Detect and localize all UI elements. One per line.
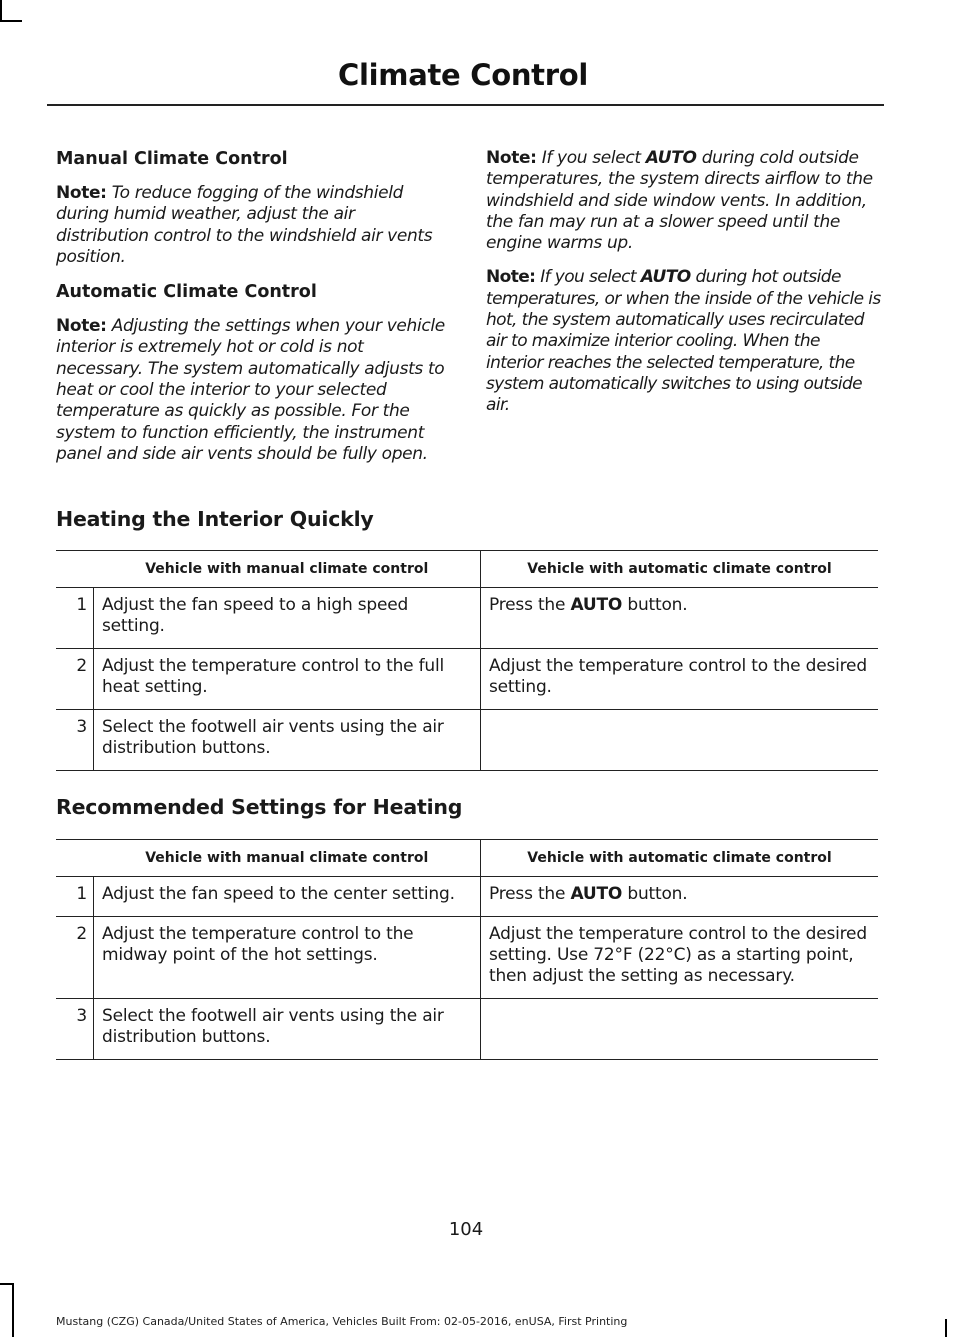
- note-label: Note:: [56, 183, 107, 203]
- crop-mark-bottom-right: [945, 1319, 947, 1337]
- crop-mark-top-left-h: [0, 20, 22, 22]
- auto-cell: [481, 877, 879, 917]
- section-title-recommended-heating: Recommended Settings for Heating: [56, 795, 463, 819]
- table-header-row: [56, 840, 878, 877]
- note-label: Note:: [56, 316, 107, 337]
- crop-mark-bottom-left-h: [0, 1283, 14, 1285]
- header-manual: Vehicle with manual climate control: [94, 840, 481, 877]
- manual-cell: Select the footwell air vents using the air distribution buttons.: [94, 710, 481, 771]
- note-text: Adjusting the settings when your vehicle interior is extremely hot or cold is not necessary. The system automatically adjusts to heat or cool the interior to your selected temperature as quickly as possible. For the system to function efficiently, the instrument panel and side air vents should be fully open.: [56, 316, 445, 464]
- manual-climate-heading: Manual Climate Control: [56, 149, 288, 169]
- header-auto: Vehicle with automatic climate control: [481, 840, 879, 877]
- note-label: Note:: [486, 267, 536, 288]
- heating-quickly-table: [56, 550, 878, 771]
- table-row: [56, 877, 878, 917]
- header-manual: Vehicle with manual climate control: [94, 551, 481, 588]
- table-header-row: [56, 551, 878, 588]
- page-title: Climate Control: [338, 58, 588, 92]
- auto-keyword: AUTO: [645, 148, 697, 168]
- table-row: [56, 710, 878, 771]
- recommended-heating-table: [56, 839, 878, 1060]
- auto-keyword: AUTO: [640, 267, 691, 288]
- right-column: [486, 148, 881, 430]
- note-text-post: during cold outside temperatures, the system directs airflow to the windshield and side window vents. In addition, the fan may run at a slower speed until the engine warms up.: [486, 148, 873, 254]
- table-row: [56, 999, 878, 1060]
- note-fogging: [56, 183, 448, 268]
- note-label: Note:: [486, 148, 537, 168]
- manual-cell: Adjust the temperature control to the midway point of the hot settings.: [94, 917, 481, 999]
- auto-text-pre: Press the: [489, 884, 566, 904]
- row-number: 3: [56, 710, 94, 771]
- auto-cell: [481, 710, 879, 771]
- auto-cell: [481, 588, 879, 649]
- header-num-cell: [56, 551, 94, 588]
- left-column: [56, 148, 448, 478]
- header-auto: Vehicle with automatic climate control: [481, 551, 879, 588]
- row-number: 1: [56, 877, 94, 917]
- auto-keyword: AUTO: [570, 595, 623, 615]
- section-title-heating-quickly: Heating the Interior Quickly: [56, 507, 374, 531]
- note-text-pre: If you select: [541, 148, 641, 168]
- note-auto-cold: [486, 148, 881, 254]
- manual-cell: Adjust the temperature control to the full heat setting.: [94, 649, 481, 710]
- auto-text-post: button.: [627, 884, 688, 904]
- manual-cell: Adjust the fan speed to the center setting.: [94, 877, 481, 917]
- auto-text-post: button.: [627, 595, 688, 615]
- auto-keyword: AUTO: [570, 884, 623, 904]
- table-row: [56, 588, 878, 649]
- table-row: [56, 917, 878, 999]
- title-divider: [47, 104, 884, 106]
- note-text-post: during hot outside temperatures, or when the inside of the vehicle is hot, the system automatically uses recirculated air to maximize interior cooling. When the interior reaches the selected temperature, the system automatically switches to using outside air.: [486, 267, 881, 416]
- note-auto-hot: [486, 267, 881, 416]
- page-number: 104: [448, 1219, 484, 1240]
- manual-cell: Adjust the fan speed to a high speed setting.: [94, 588, 481, 649]
- auto-cell: Adjust the temperature control to the desired setting. Use 72°F (22°C) as a starting point, then adjust the setting as necessary.: [481, 917, 879, 999]
- header-num-cell: [56, 840, 94, 877]
- row-number: 1: [56, 588, 94, 649]
- footer-edition-info: Mustang (CZG) Canada/United States of America, Vehicles Built From: 02-05-2016, enUSA, First Printing: [56, 1315, 628, 1328]
- auto-cell: Adjust the temperature control to the desired setting.: [481, 649, 879, 710]
- row-number: 2: [56, 649, 94, 710]
- crop-mark-top-left: [0, 0, 2, 22]
- note-text: To reduce fogging of the windshield during humid weather, adjust the air distribution control to the windshield air vents position.: [56, 183, 433, 267]
- row-number: 2: [56, 917, 94, 999]
- note-automatic: [56, 316, 448, 465]
- manual-cell: Select the footwell air vents using the air distribution buttons.: [94, 999, 481, 1060]
- automatic-climate-heading: Automatic Climate Control: [56, 282, 317, 303]
- note-text-pre: If you select: [540, 267, 636, 288]
- auto-text-pre: Press the: [489, 595, 566, 615]
- auto-cell: [481, 999, 879, 1060]
- table-row: [56, 649, 878, 710]
- row-number: 3: [56, 999, 94, 1060]
- crop-mark-bottom-left: [12, 1283, 14, 1337]
